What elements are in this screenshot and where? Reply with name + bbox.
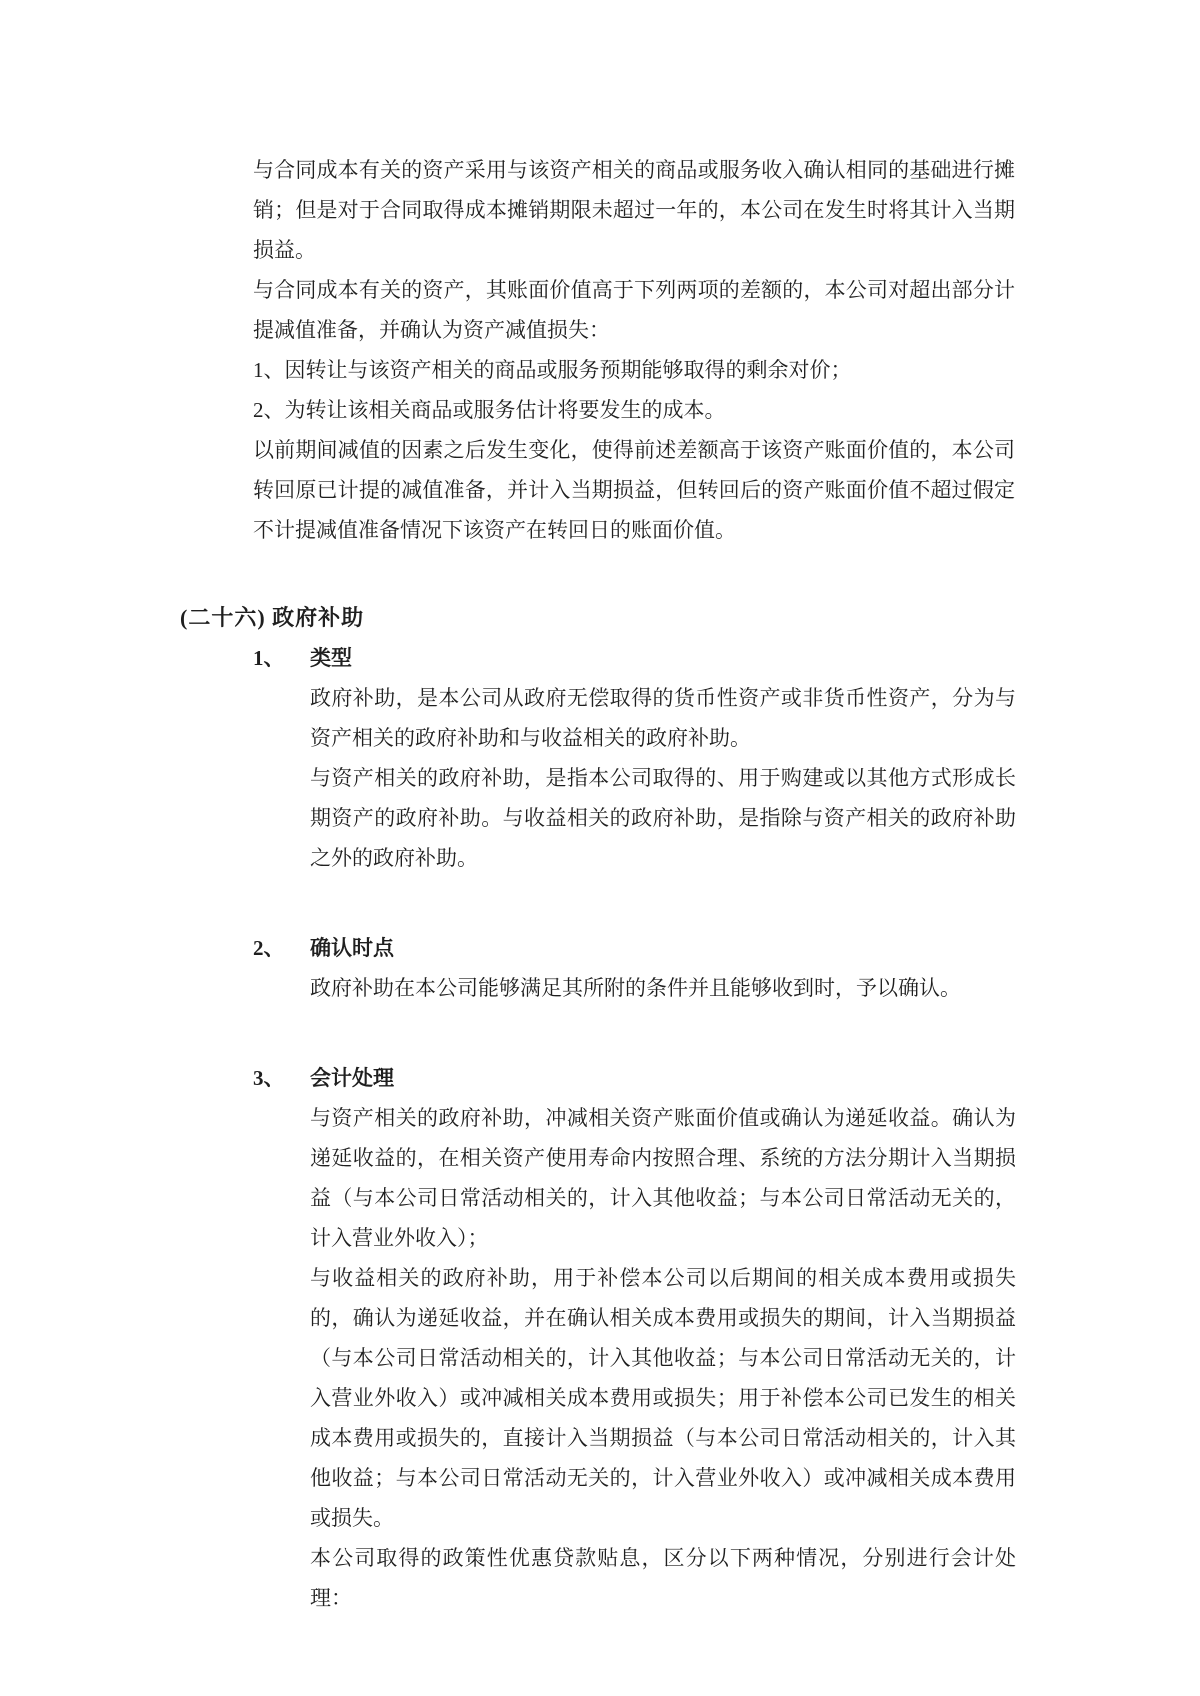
subsection-paragraph: 与资产相关的政府补助，冲减相关资产账面价值或确认为递延收益。确认为递延收益的，在相关资产使用寿命内按照合理、系统的方法分期计入当期损益（与本公司日常活动相关的，计入其他收益；与本公司日常活动无关的，计入营业外收入）； bbox=[310, 1106, 1016, 1250]
subsection-types bbox=[253, 638, 1025, 878]
intro-paragraph: 与合同成本有关的资产采用与该资产相关的商品或服务收入确认相同的基础进行摊销；但是对于合同取得成本摊销期限未超过一年的，本公司在发生时将其计入当期损益。 bbox=[253, 158, 1015, 262]
section-heading: (二十六) 政府补助 bbox=[180, 605, 365, 630]
subsection-paragraph: 与资产相关的政府补助，是指本公司取得的、用于购建或以其他方式形成长期资产的政府补助。与收益相关的政府补助，是指除与资产相关的政府补助之外的政府补助。 bbox=[310, 766, 1016, 870]
intro-block bbox=[253, 150, 1015, 550]
subsection-paragraph: 与收益相关的政府补助，用于补偿本公司以后期间的相关成本费用或损失的，确认为递延收益，并在确认相关成本费用或损失的期间，计入当期损益（与本公司日常活动相关的，计入其他收益；与本公司日常活动无关的，计入营业外收入）或冲减相关成本费用或损失；用于补偿本公司已发生的相关成本费用或损失的，直接计入当期损益（与本公司日常活动相关的，计入其他收益；与本公司日常活动无关的，计入营业外收入）或冲减相关成本费用或损失。 bbox=[310, 1266, 1016, 1530]
subsection-number: 3、 bbox=[253, 1066, 285, 1090]
subsection-paragraph: 政府补助，是本公司从政府无偿取得的货币性资产或非货币性资产，分为与资产相关的政府补助和与收益相关的政府补助。 bbox=[310, 686, 1016, 750]
subsection-header bbox=[253, 1058, 1025, 1098]
subsection-body bbox=[310, 678, 1016, 878]
intro-paragraph: 与合同成本有关的资产，其账面价值高于下列两项的差额的，本公司对超出部分计提减值准备，并确认为资产减值损失： bbox=[253, 278, 1015, 342]
subsection-title: 会计处理 bbox=[310, 1066, 394, 1090]
subsection-paragraph: 政府补助在本公司能够满足其所附的条件并且能够收到时，予以确认。 bbox=[310, 976, 961, 1000]
subsection-body bbox=[310, 1098, 1016, 1618]
subsection-body bbox=[310, 968, 1016, 1008]
intro-list-item: 2、为转让该相关商品或服务估计将要发生的成本。 bbox=[253, 398, 726, 422]
subsection-paragraph: 本公司取得的政策性优惠贷款贴息，区分以下两种情况，分别进行会计处理： bbox=[310, 1546, 1016, 1610]
subsection-title: 类型 bbox=[310, 646, 352, 670]
subsection-header bbox=[253, 928, 1025, 968]
subsection-title: 确认时点 bbox=[310, 936, 394, 960]
subsection-number: 1、 bbox=[253, 646, 285, 670]
subsection-recognition-timing bbox=[253, 928, 1025, 1008]
intro-paragraph: 以前期间减值的因素之后发生变化，使得前述差额高于该资产账面价值的，本公司转回原已计提的减值准备，并计入当期损益，但转回后的资产账面价值不超过假定不计提减值准备情况下该资产在转回日的账面价值。 bbox=[253, 438, 1015, 542]
page-content bbox=[180, 150, 1025, 1618]
subsection-header bbox=[253, 638, 1025, 678]
subsection-accounting-treatment bbox=[253, 1058, 1025, 1618]
intro-list-item: 1、因转让与该资产相关的商品或服务预期能够取得的剩余对价； bbox=[253, 358, 852, 382]
subsection-number: 2、 bbox=[253, 936, 285, 960]
